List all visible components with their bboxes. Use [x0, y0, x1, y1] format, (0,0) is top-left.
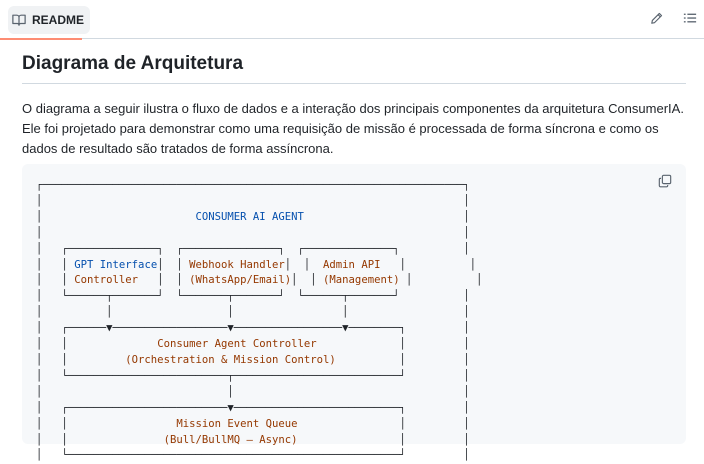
outline-button[interactable] — [682, 10, 698, 26]
controller-line1: Consumer Agent Controller — [157, 338, 317, 351]
queue-line1: Mission Event Queue — [176, 417, 298, 430]
list-icon — [683, 11, 697, 25]
architecture-diagram: ┌──────────────────────────────────────────────────────────────────┐ │ │ │ CONSUMER AI AGENT │ │ │ │ ┌──────────────┐ ┌───────────────┐ ┌──────────────┐ │ │ │ GPT Interface│ │ Webhook Handler│ │ Admin API │ │ │ │ Controller │ │ (WhatsApp/Email)│ │ (Management) │ │ │ └──────┬───────┘ └───────┬───────┘ └──────┬───────┘ │ │ │ │ │ │ │ ┌──────▼──────────────────▼─────────────────▼────────┐ │ │ │ Consumer Agent Controller │ │ │ │ (Orchestration & Mission Control) │ │ │ └─────────────────────────┬──────────────────────────┘ │ │ │ │ │ ┌─────────────────────────▼──────────────────────────┐ │ │ │ Mission Event Queue │ │ │ │ (Bull/BullMQ – Async) │ │ │ └────────────────────────────────────────────────────┘ │ — [36, 179, 483, 462]
gpt-box-line1: GPT Interface — [74, 258, 158, 271]
admin-box-line1: Admin API — [323, 258, 381, 271]
readme-tab-label: README — [32, 12, 85, 27]
file-header-bar — [0, 0, 704, 39]
readme-content — [22, 40, 686, 159]
readme-tab[interactable] — [0, 0, 98, 39]
pencil-icon — [650, 12, 663, 25]
header-actions — [648, 10, 698, 26]
description-paragraph: O diagrama a seguir ilustra o fluxo de dados e a interação dos principais componentes da arquitetura ConsumerIA. Ele foi projetado para demonstrar como uma requisição de missão é processada de forma síncrona e como os dados de resultado são tratados de forma assíncrona. — [22, 100, 684, 156]
agent-title: CONSUMER AI AGENT — [195, 210, 304, 223]
page-title: Diagrama de Arquitetura — [22, 52, 686, 84]
book-icon — [12, 13, 26, 27]
admin-box-line2: (Management) — [323, 274, 400, 287]
architecture-code-block — [22, 164, 686, 462]
readme-tab-inner[interactable] — [8, 6, 90, 34]
copy-button[interactable] — [658, 174, 674, 190]
webhook-box-line2: (WhatsApp/Email) — [189, 274, 292, 287]
gpt-box-line2: Controller — [74, 274, 139, 287]
webhook-box-line1: Webhook Handler — [189, 258, 285, 271]
queue-line2: (Bull/BullMQ – Async) — [163, 433, 298, 446]
copy-icon — [658, 174, 672, 188]
controller-line2: (Orchestration & Mission Control) — [125, 353, 336, 366]
edit-button[interactable] — [648, 10, 664, 26]
